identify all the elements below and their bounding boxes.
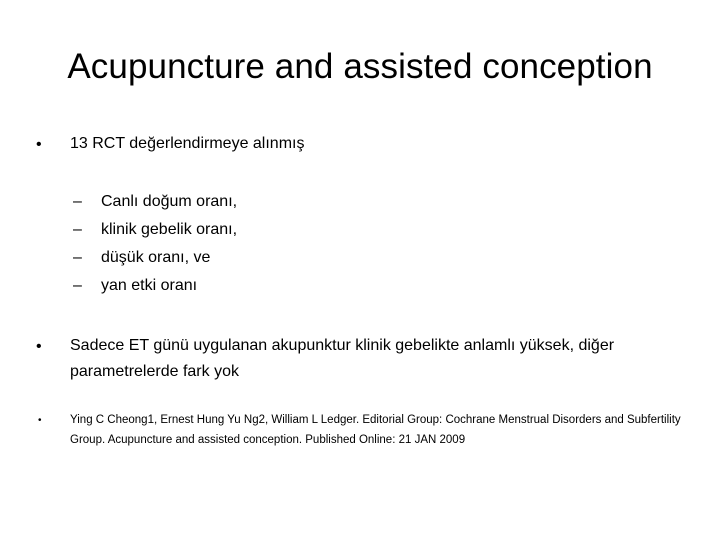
- bullet-rct-count: [36, 131, 690, 158]
- bullet-et-day-result: [36, 333, 690, 385]
- sublist-item-clinical-pregnancy: [73, 217, 237, 245]
- dash-icon: –: [73, 193, 82, 210]
- outcome-sublist: [73, 189, 237, 301]
- citation-text: Ying C Cheong1, Ernest Hung Yu Ng2, William L Ledger. Editorial Group: Cochrane Menstrual Disorders and Subfertility Group. Acupuncture and assisted conception. Published Online: 21 JAN 2009: [70, 414, 681, 446]
- dash-icon: –: [73, 277, 82, 294]
- dash-icon: –: [73, 249, 82, 266]
- sublist-item-text: yan etki oranı: [101, 277, 198, 294]
- sublist-item-live-birth: [73, 189, 237, 217]
- bullet-text: Sadece ET günü uygulanan akupunktur klinik gebelikte anlamlı yüksek, diğer parametrelerde fark yok: [70, 337, 615, 380]
- sublist-item-text: düşük oranı, ve: [101, 249, 211, 266]
- sublist-item-miscarriage: [73, 245, 237, 273]
- sublist-item-text: Canlı doğum oranı,: [101, 193, 238, 210]
- dash-icon: –: [73, 221, 82, 238]
- bullet-icon: •: [36, 338, 42, 355]
- sublist-item-side-effects: [73, 273, 237, 301]
- slide-title: Acupuncture and assisted conception: [67, 47, 653, 86]
- bullet-citation: [38, 410, 690, 450]
- bullet-text: 13 RCT değerlendirmeye alınmış: [70, 135, 305, 152]
- bullet-icon: •: [38, 415, 42, 426]
- sublist-item-text: klinik gebelik oranı,: [101, 221, 238, 238]
- bullet-icon: •: [36, 136, 42, 153]
